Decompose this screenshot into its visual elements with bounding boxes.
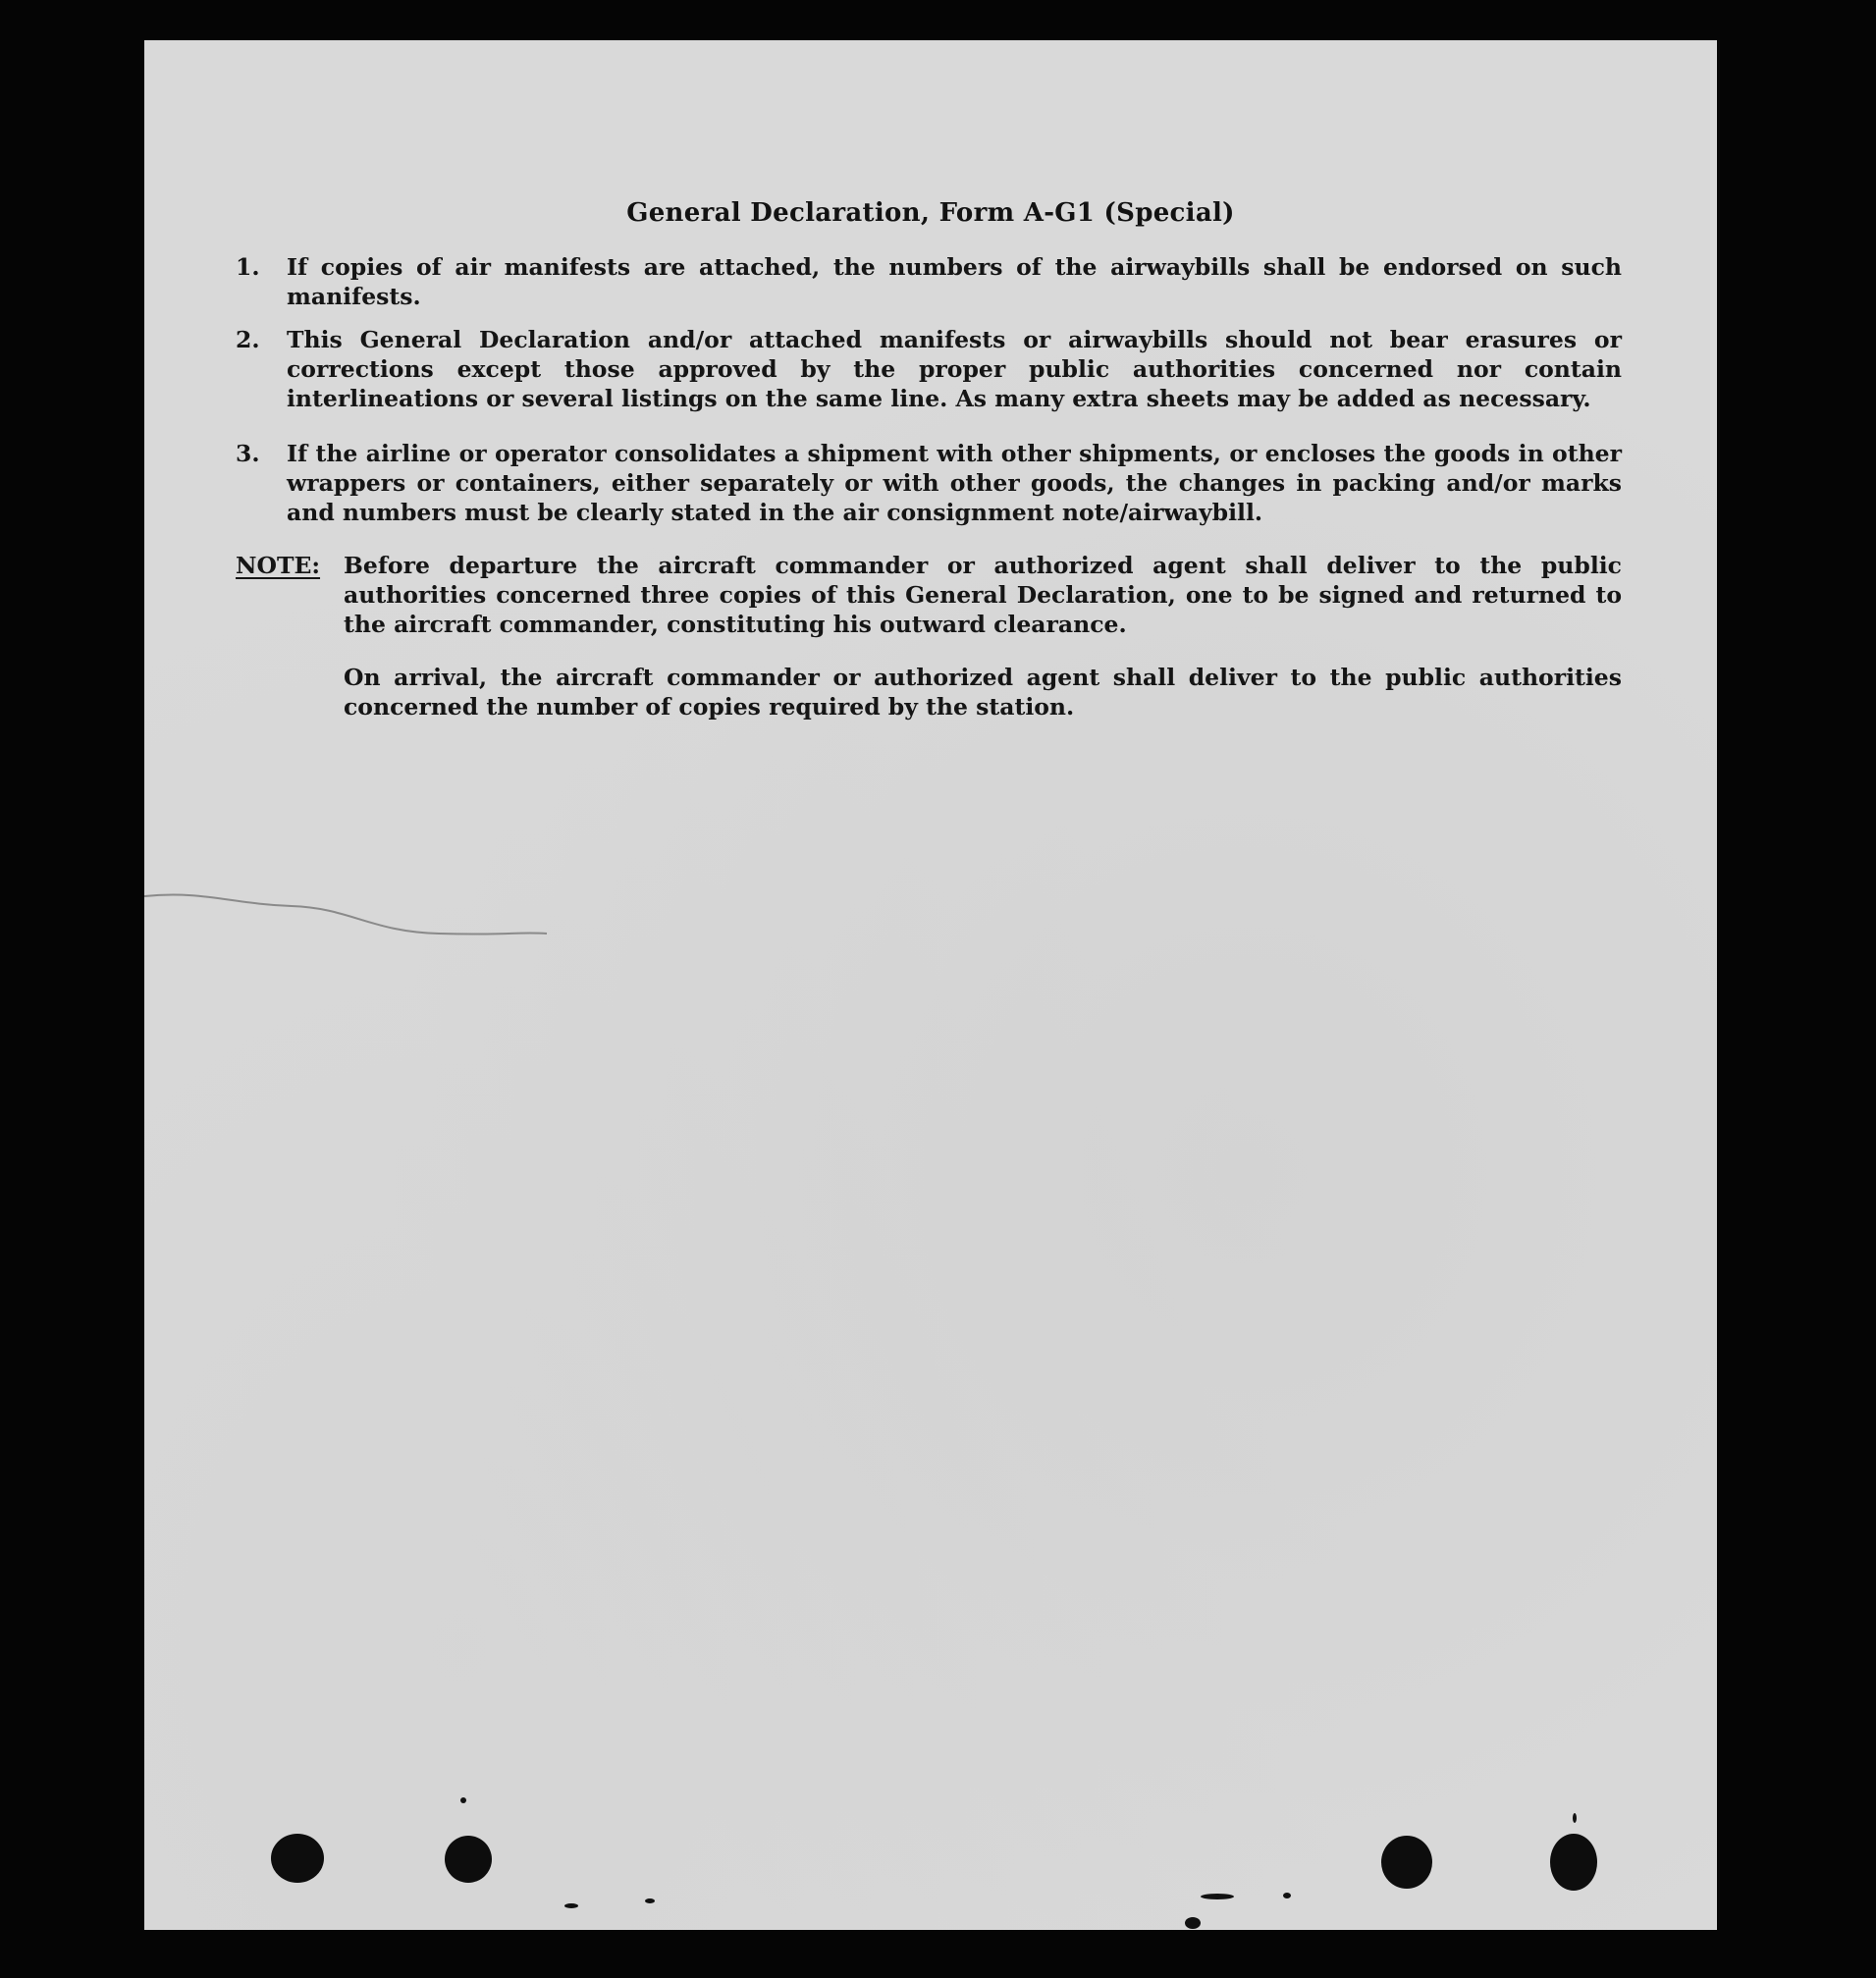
binder-hole-2: [445, 1836, 492, 1883]
ink-speck: [564, 1903, 578, 1908]
item-number: 1.: [236, 253, 260, 281]
ink-speck: [645, 1898, 655, 1903]
note-block: [236, 551, 1622, 639]
binder-hole-3: [1381, 1836, 1432, 1889]
note-paragraph-1: Before departure the aircraft commander or authorized agent shall deliver to the public authorities concerned three copies of this General Declaration, one to be signed and returned to the aircraft commander, constituting his outward clearance.: [344, 552, 1622, 638]
ink-speck: [1185, 1917, 1201, 1929]
instruction-item-2: [236, 325, 1622, 413]
ink-speck: [1201, 1894, 1234, 1899]
ink-speck: [1573, 1813, 1577, 1823]
paper-crease-mark: [144, 884, 557, 943]
document-page: [144, 40, 1717, 1930]
item-text: If copies of air manifests are attached, the numbers of the airwaybills shall be endorsed on such manifests.: [287, 253, 1622, 310]
binder-hole-1: [271, 1834, 324, 1883]
page-title: General Declaration, Form A-G1 (Special): [626, 198, 1235, 228]
instruction-item-1: [236, 252, 1622, 311]
instruction-item-3: [236, 439, 1622, 527]
item-text: If the airline or operator consolidates a shipment with other shipments, or encloses the goods in other wrappers or containers, either separately or with other goods, the changes in packing and/or marks and numbers must be clearly stated in the air consignment note/airwaybill.: [287, 440, 1622, 526]
ink-speck: [460, 1797, 466, 1803]
item-number: 3.: [236, 440, 260, 467]
ink-speck: [1283, 1893, 1291, 1898]
item-text: This General Declaration and/or attached manifests or airwaybills should not bear erasures or corrections except those approved by the proper public authorities concerned nor contain interlineations or several listings on the same line. As many extra sheets may be added as necessary.: [287, 326, 1622, 412]
note-paragraph-2: On arrival, the aircraft commander or authorized agent shall deliver to the public authorities concerned the number of copies required by the station.: [344, 664, 1622, 721]
item-number: 2.: [236, 326, 260, 353]
binder-hole-4: [1550, 1834, 1597, 1891]
note-label: NOTE:: [236, 552, 321, 579]
